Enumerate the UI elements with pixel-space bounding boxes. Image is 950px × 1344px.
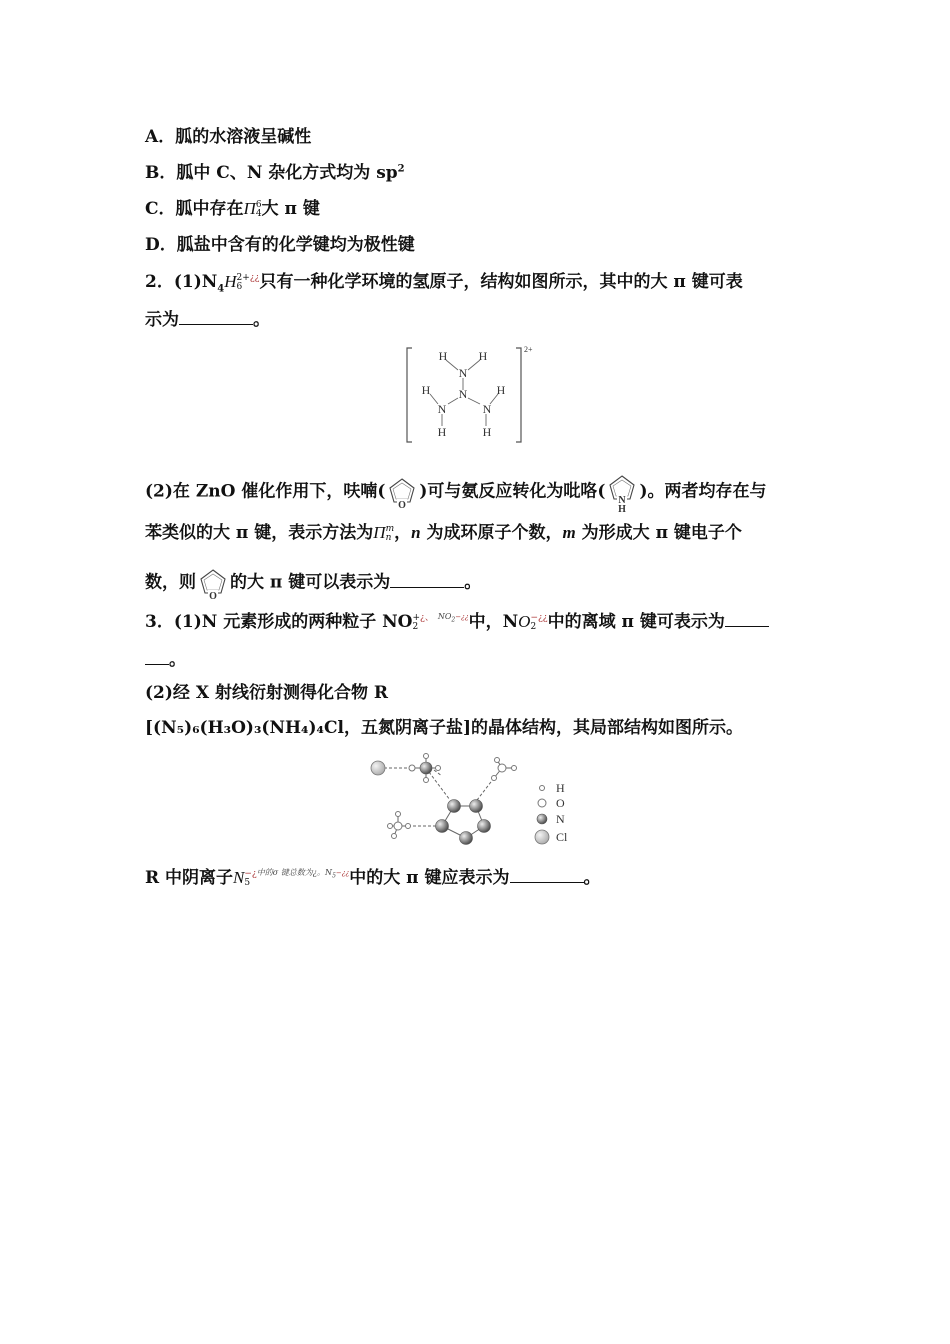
q3-part1-line2: 。 [145, 648, 186, 671]
furan-icon [385, 475, 419, 509]
option-b: B．胍中 C、N 杂化方式均为 $sp^2$ [145, 163, 405, 183]
answer-blank[interactable] [725, 610, 769, 627]
option-a: A．胍的水溶液呈碱性 [145, 127, 312, 147]
answer-blank[interactable] [510, 866, 584, 883]
atom-n: N [482, 402, 492, 416]
q3-part1-line1: 3．(1)N 元素形成的两种粒子 NO+¿、 $2^{NO_2-¿¿}$中，NO−¿¿ 2 中的离域 π 键可表示为 [145, 610, 769, 636]
answer-blank[interactable] [179, 308, 253, 325]
q2-part2-line2: 苯类似的大 π 键，表示方法为Πm n ，n 为成环原子个数，m 为形成大 π 键电子个 [145, 523, 742, 543]
n5-atom [448, 800, 461, 813]
answer-blank-cont[interactable] [145, 648, 169, 665]
atom-h: H [421, 383, 431, 397]
answer-blank[interactable] [390, 571, 464, 588]
q2-part2-line1: (2)在 ZnO 催化作用下，呋喃( O )可与氨反应转化为吡咯( N H )。两者均存在与 [145, 472, 767, 512]
q3-part2-line1: (2)经 X 射线衍射测得化合物 R [145, 683, 388, 703]
q2-part1-line2: 示为 。 [145, 310, 270, 330]
legend-h: H [556, 781, 565, 795]
atom-h: H [438, 349, 448, 363]
legend [535, 781, 568, 844]
pyrrole-icon [605, 472, 639, 512]
q3-part2-line3: R 中阴离子N−¿ $5^{中的\sigma 键总数为¿。N_5-¿¿}$中的大 π 键应表示为 。 [145, 868, 601, 888]
crystal-structure-figure [362, 752, 592, 856]
q2-part2-line3: 数，则 O 的大 π 键可以表示为 。 [145, 566, 481, 600]
option-d: D．胍盐中含有的化学键均为极性键 [145, 235, 415, 255]
atom-n: N [458, 387, 468, 401]
furan-icon [196, 566, 230, 600]
q2-part1-line1: 2．$(1)N_4H2+¿¿$ 6 只有一种化学环境的氢原子，结构如图所示，其中的大 π 键可表 [145, 272, 743, 295]
q3-part2-line2: [(N₅)₆(H₃O)₃(NH₄)₄Cl，五氮阴离子盐]的晶体结构，其局部结构如图所示。 [145, 718, 744, 738]
legend-o: O [556, 796, 565, 810]
n5-atom [436, 820, 449, 833]
legend-cl: Cl [556, 830, 568, 844]
svg-text:H: H [618, 504, 627, 512]
svg-text:O: O [398, 500, 407, 509]
n5-atom [460, 832, 473, 845]
n5-atom [478, 820, 491, 833]
atom-h: H [482, 425, 492, 439]
option-c: C．胍中存在Π6 4大 π 键 [145, 199, 320, 219]
atom-n: N [458, 366, 468, 380]
atom-h: H [437, 425, 447, 439]
n5-atom [470, 800, 483, 813]
atom-h: H [478, 349, 488, 363]
svg-text:O: O [209, 591, 217, 600]
atom-h: H [496, 383, 506, 397]
charge-label: 2+ [524, 345, 533, 354]
atom-n: N [437, 402, 447, 416]
n4h6-structure-figure [400, 342, 540, 446]
svg-text:N: N [618, 495, 627, 506]
legend-n: N [556, 812, 565, 826]
